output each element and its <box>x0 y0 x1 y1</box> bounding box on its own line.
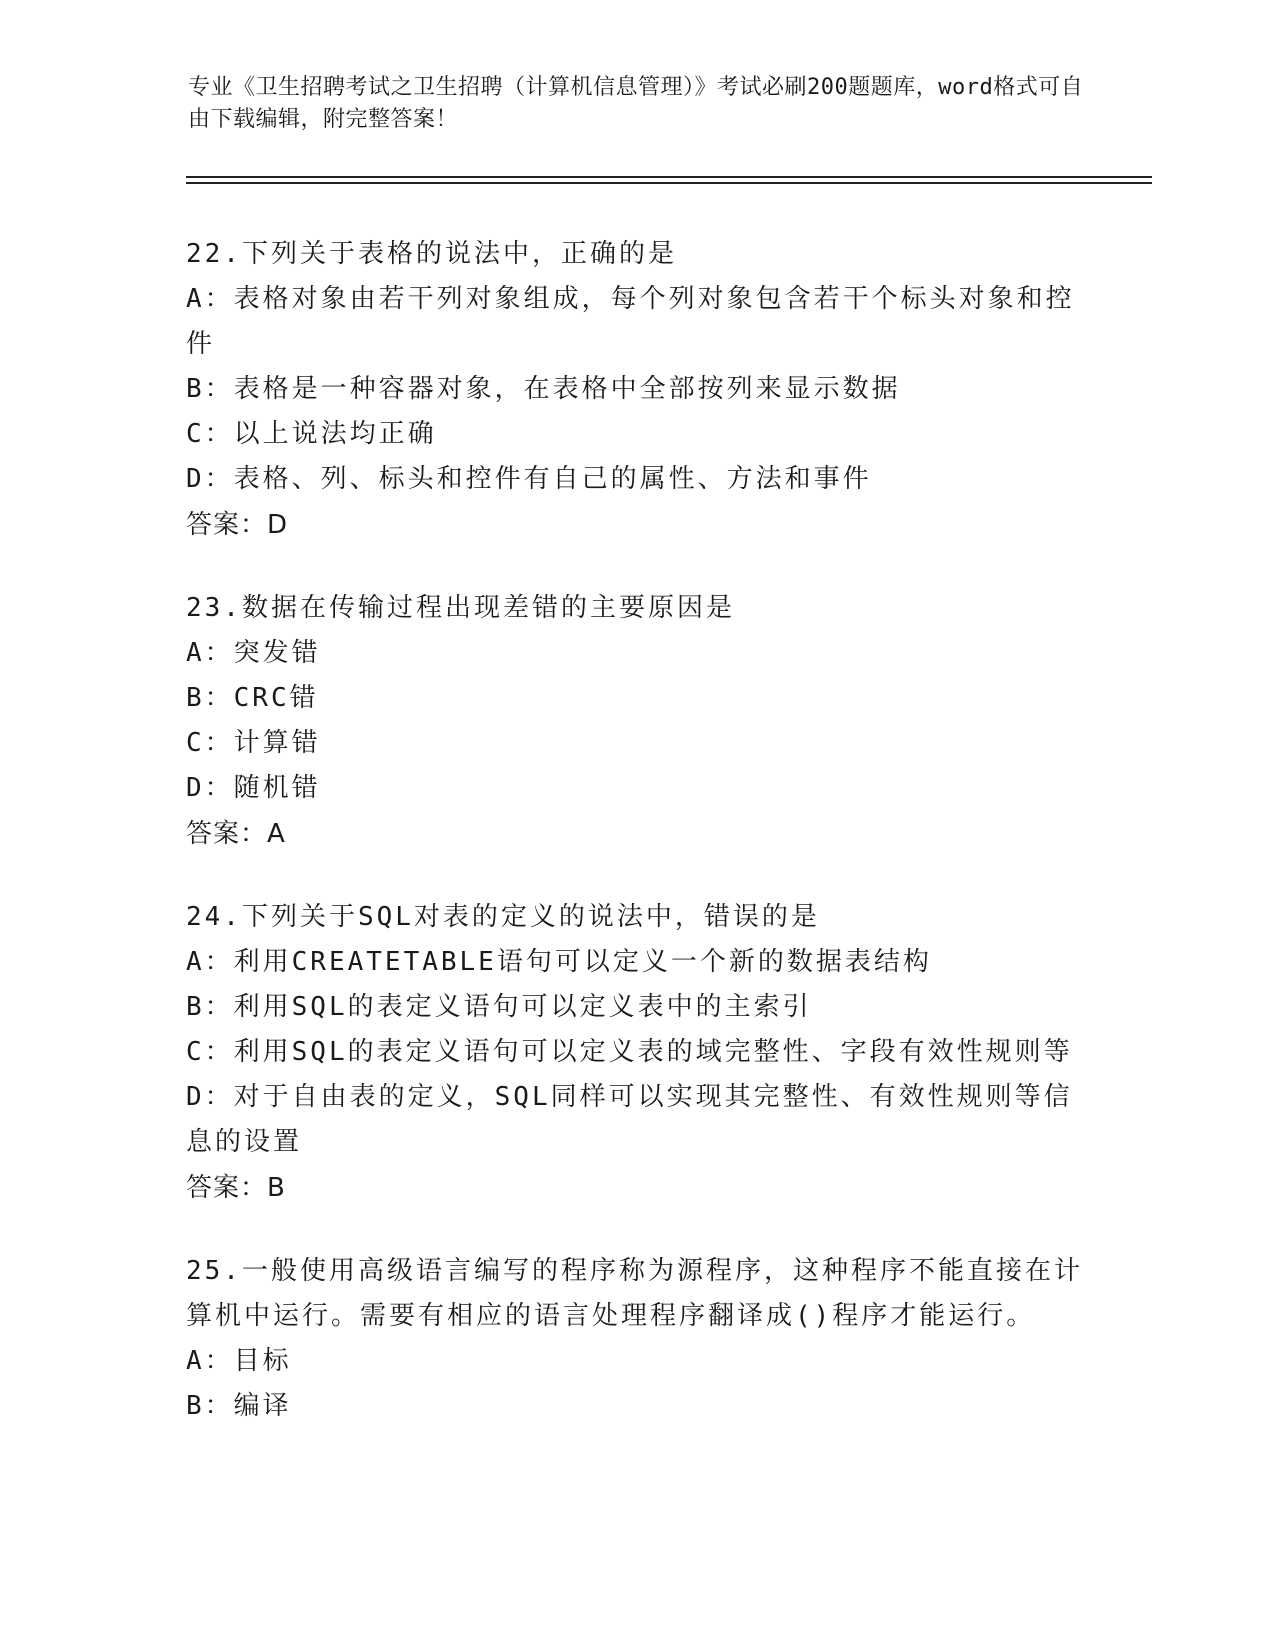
option-b: B：编译 <box>186 1391 292 1421</box>
option-c: C：计算错 <box>186 728 321 758</box>
answer: 答案：D <box>186 510 289 540</box>
option-b: B：表格是一种容器对象，在表格中全部按列来显示数据 <box>186 374 901 404</box>
header-rule-top <box>186 176 1152 178</box>
option-a: A：利用CREATETABLE语句可以定义一个新的数据表结构 <box>186 947 932 977</box>
option-c: C：以上说法均正确 <box>186 419 437 449</box>
question-23 <box>186 586 1086 857</box>
question-list <box>186 232 1086 1467</box>
document-title: 专业《卫生招聘考试之卫生招聘（计算机信息管理）》考试必刷200题题库，word格式可自由下载编辑，附完整答案！ <box>188 75 1084 132</box>
option-d: D：对于自由表的定义，SQL同样可以实现其完整性、有效性规则等信息的设置 <box>186 1082 1073 1157</box>
option-b: B：利用SQL的表定义语句可以定义表中的主索引 <box>186 992 812 1022</box>
question-stem: 24.下列关于SQL对表的定义的说法中，错误的是 <box>186 902 820 932</box>
option-a: A：突发错 <box>186 638 321 668</box>
question-stem: 23.数据在传输过程出现差错的主要原因是 <box>186 593 735 623</box>
question-stem: 22.下列关于表格的说法中，正确的是 <box>186 239 677 269</box>
question-22 <box>186 232 1086 548</box>
option-c: C：利用SQL的表定义语句可以定义表的域完整性、字段有效性规则等 <box>186 1037 1073 1067</box>
option-a: A：表格对象由若干列对象组成，每个列对象包含若干个标头对象和控件 <box>186 284 1075 359</box>
header-rule-bottom <box>186 182 1152 184</box>
page-header <box>188 72 1088 136</box>
question-24 <box>186 895 1086 1211</box>
option-d: D：随机错 <box>186 773 321 803</box>
option-a: A：目标 <box>186 1346 292 1376</box>
option-d: D：表格、列、标头和控件有自己的属性、方法和事件 <box>186 464 872 494</box>
option-b: B：CRC错 <box>186 683 319 713</box>
answer: 答案：B <box>186 1173 286 1203</box>
question-stem: 25.一般使用高级语言编写的程序称为源程序，这种程序不能直接在计算机中运行。需要有相应的语言处理程序翻译成()程序才能运行。 <box>186 1256 1083 1331</box>
question-25 <box>186 1249 1086 1429</box>
answer: 答案：A <box>186 819 286 849</box>
